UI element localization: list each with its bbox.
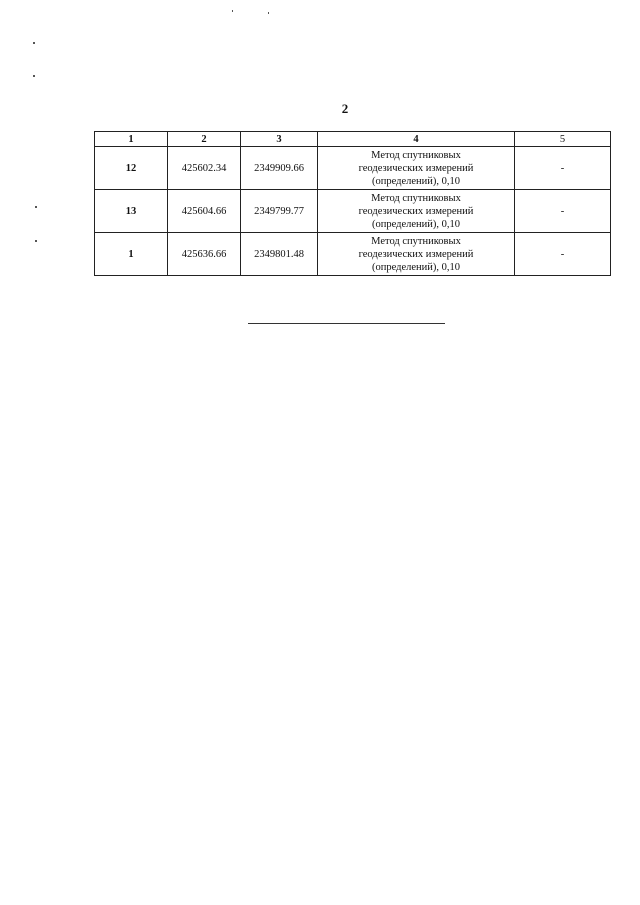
method-line: геодезических измерений bbox=[358, 205, 474, 217]
coord-y: 2349909.66 bbox=[241, 147, 318, 190]
header-col-2: 2 bbox=[168, 132, 241, 147]
method-line: геодезических измерений bbox=[358, 248, 474, 260]
coordinates-table-container bbox=[94, 131, 610, 276]
coord-x: 425602.34 bbox=[168, 147, 241, 190]
header-col-3: 3 bbox=[241, 132, 318, 147]
note-cell: - bbox=[515, 147, 611, 190]
point-number: 13 bbox=[95, 190, 168, 233]
method-line: Метод спутниковых bbox=[371, 192, 461, 204]
note-cell: - bbox=[515, 190, 611, 233]
table-row bbox=[95, 147, 611, 190]
method-line: (определений), 0,10 bbox=[371, 218, 461, 230]
coord-y: 2349799.77 bbox=[241, 190, 318, 233]
page-number: 2 bbox=[341, 101, 349, 116]
method-line: (определений), 0,10 bbox=[371, 261, 461, 273]
method-line: (определений), 0,10 bbox=[371, 175, 461, 187]
scan-speck bbox=[33, 42, 35, 44]
header-col-5: 5 bbox=[515, 132, 611, 147]
method-cell bbox=[318, 233, 515, 276]
method-line: геодезических измерений bbox=[358, 162, 474, 174]
method-cell bbox=[318, 190, 515, 233]
scan-speck bbox=[33, 75, 35, 77]
method-line: Метод спутниковых bbox=[371, 235, 461, 247]
coord-x: 425604.66 bbox=[168, 190, 241, 233]
end-of-document-line bbox=[248, 323, 445, 324]
table-row bbox=[95, 190, 611, 233]
table-row bbox=[95, 233, 611, 276]
scan-speck bbox=[268, 12, 269, 14]
method-cell bbox=[318, 147, 515, 190]
table-header-row bbox=[95, 132, 611, 147]
scan-speck bbox=[35, 206, 37, 208]
header-col-1: 1 bbox=[95, 132, 168, 147]
point-number: 1 bbox=[95, 233, 168, 276]
coord-y: 2349801.48 bbox=[241, 233, 318, 276]
method-line: Метод спутниковых bbox=[371, 149, 461, 161]
header-col-4: 4 bbox=[318, 132, 515, 147]
note-cell: - bbox=[515, 233, 611, 276]
coord-x: 425636.66 bbox=[168, 233, 241, 276]
scan-speck bbox=[35, 240, 37, 242]
scan-speck bbox=[232, 10, 233, 12]
point-number: 12 bbox=[95, 147, 168, 190]
coordinates-table bbox=[94, 131, 611, 276]
